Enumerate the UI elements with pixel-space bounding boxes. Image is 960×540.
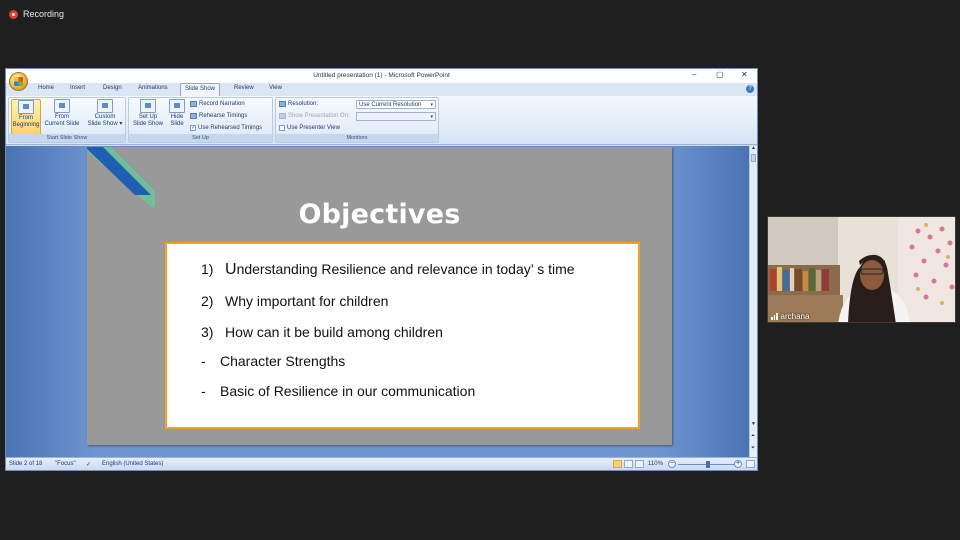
- video-feed: [768, 217, 956, 323]
- language-status[interactable]: English (United States): [102, 461, 164, 467]
- group-label: Set Up: [129, 134, 272, 142]
- hide-line2: Slide: [170, 121, 184, 127]
- help-icon[interactable]: ?: [746, 85, 754, 93]
- tab-animations[interactable]: Animations: [138, 85, 168, 91]
- hide-line1: Hide: [170, 114, 184, 120]
- record-narration-label: Record Narration: [199, 101, 245, 107]
- rehearse-timings-label: Rehearse Timings: [199, 113, 248, 119]
- show-on-label: Show Presentation On:: [288, 113, 350, 119]
- tab-review[interactable]: Review: [234, 85, 254, 91]
- zoom-level[interactable]: 110%: [648, 461, 663, 467]
- group-label: Monitors: [276, 134, 438, 142]
- list-item: [201, 293, 388, 309]
- rehearse-timings-button[interactable]: [190, 113, 247, 119]
- list-text: Why important for children: [225, 293, 389, 309]
- list-text: Basic of Resilience in our communication: [220, 383, 476, 399]
- maximize-button[interactable]: ▢: [716, 70, 724, 79]
- list-text: nderstanding Resilience and relevance in today’ s time: [236, 261, 575, 277]
- chevron-down-icon: ▾: [430, 102, 433, 108]
- custom-line1: Custom: [94, 114, 116, 120]
- list-marker: -: [201, 383, 206, 399]
- use-rehearsed-label: Use Rehearsed Timings: [198, 125, 263, 131]
- list-item: [201, 261, 575, 279]
- decoration-blue-stripe: [87, 147, 151, 195]
- record-narration-button[interactable]: [190, 101, 245, 107]
- normal-view-button[interactable]: [613, 460, 622, 468]
- vertical-scrollbar[interactable]: [749, 146, 757, 457]
- record-icon: [9, 10, 18, 19]
- list-marker: 3): [201, 324, 214, 340]
- tab-slide-show[interactable]: Slide Show: [180, 83, 220, 96]
- setup-icon: [140, 99, 156, 113]
- from-beginning-line2: Beginning: [12, 122, 40, 128]
- list-marker: -: [201, 353, 206, 369]
- window-title: Untitled presentation (1) - Microsoft PowerPoint: [313, 72, 450, 79]
- list-item: [201, 353, 345, 369]
- chevron-down-icon: ▾: [430, 114, 433, 120]
- group-set-up: [128, 97, 273, 143]
- checkbox-empty-icon: [279, 125, 285, 131]
- group-start-slide-show: [8, 97, 126, 143]
- show-on-label-row: [279, 113, 350, 119]
- previous-slide-icon[interactable]: ⏶: [751, 433, 756, 439]
- list-item: [201, 383, 475, 399]
- use-rehearsed-timings-checkbox[interactable]: [190, 125, 262, 131]
- set-up-line1: Set Up: [138, 114, 158, 120]
- list-text: Character Strengths: [220, 353, 346, 369]
- custom-line2: Slide Show ▾: [87, 121, 123, 127]
- slideshow-icon: [54, 99, 70, 113]
- next-slide-icon[interactable]: ⏷: [751, 445, 756, 451]
- show-on-select[interactable]: [356, 112, 436, 121]
- set-up-line2: Slide Show: [132, 121, 164, 127]
- timer-icon: [190, 113, 197, 119]
- participant-name: archana: [780, 312, 810, 321]
- minimize-button[interactable]: –: [692, 70, 697, 79]
- office-button[interactable]: [9, 72, 28, 91]
- resolution-value: Use Current Resolution: [359, 102, 422, 108]
- custom-slide-show-button[interactable]: [85, 99, 125, 128]
- custom-show-icon: [97, 99, 113, 113]
- slide-counter: Slide 2 of 18: [9, 461, 43, 467]
- group-label: Start Slide Show: [9, 134, 125, 142]
- slide-title[interactable]: Objectives: [298, 199, 461, 230]
- slide[interactable]: [87, 147, 672, 445]
- theme-name: "Focus": [55, 461, 76, 467]
- scroll-down-icon[interactable]: ▼: [751, 421, 756, 427]
- slideshow-icon: [18, 100, 34, 114]
- zoom-in-button[interactable]: +: [735, 460, 741, 467]
- from-beginning-line1: From: [19, 115, 33, 121]
- resolution-select[interactable]: [356, 100, 436, 109]
- signal-strength-icon: [771, 313, 778, 320]
- monitor-icon: [279, 101, 286, 107]
- ribbon-tabs: [6, 83, 757, 96]
- from-current-line1: From: [55, 114, 69, 120]
- participant-name-label: [771, 312, 809, 321]
- slide-sorter-button[interactable]: [624, 460, 633, 468]
- monitor-icon: [279, 113, 286, 119]
- from-beginning-button[interactable]: [11, 99, 41, 135]
- slide-show-view-button[interactable]: [635, 460, 644, 468]
- ribbon: [6, 96, 757, 145]
- objectives-text-box[interactable]: [165, 242, 640, 429]
- list-marker: 1): [201, 261, 214, 277]
- close-button[interactable]: ✕: [741, 70, 748, 79]
- office-logo-icon: [14, 77, 23, 86]
- from-current-line2: Current Slide: [44, 121, 80, 127]
- from-current-slide-button[interactable]: [43, 99, 81, 128]
- list-item: [201, 324, 443, 340]
- participant-video-tile[interactable]: [767, 216, 956, 323]
- recording-indicator: [9, 9, 64, 19]
- scroll-up-icon[interactable]: ▲: [751, 145, 756, 151]
- recording-label: Recording: [23, 9, 65, 19]
- tab-view[interactable]: View: [269, 85, 282, 91]
- microphone-icon: [190, 101, 197, 107]
- scroll-thumb[interactable]: [751, 154, 756, 162]
- list-text: How can it be build among children: [225, 324, 443, 340]
- spell-check-icon[interactable]: ✓: [86, 462, 92, 468]
- title-bar: [6, 69, 757, 83]
- fit-to-window-button[interactable]: [746, 460, 755, 468]
- hide-slide-button[interactable]: [166, 99, 188, 128]
- tab-insert[interactable]: Insert: [70, 85, 86, 91]
- group-monitors: [275, 97, 439, 143]
- presenter-view-checkbox[interactable]: [279, 125, 340, 131]
- tab-design[interactable]: Design: [103, 85, 122, 91]
- resolution-label: Resolution:: [288, 101, 319, 107]
- tab-home[interactable]: Home: [38, 85, 55, 91]
- hide-slide-icon: [169, 99, 185, 113]
- zoom-slider-knob[interactable]: [706, 461, 710, 468]
- list-marker: 2): [201, 293, 214, 309]
- checkbox-checked-icon: ✓: [191, 125, 196, 131]
- zoom-out-button[interactable]: −: [669, 460, 675, 467]
- status-bar: [6, 457, 757, 471]
- powerpoint-window: [5, 68, 758, 471]
- presenter-view-label: Use Presenter View: [287, 125, 340, 131]
- set-up-slide-show-button[interactable]: [131, 99, 165, 128]
- list-text-initial: U: [225, 261, 237, 278]
- resolution-label-row: [279, 101, 318, 107]
